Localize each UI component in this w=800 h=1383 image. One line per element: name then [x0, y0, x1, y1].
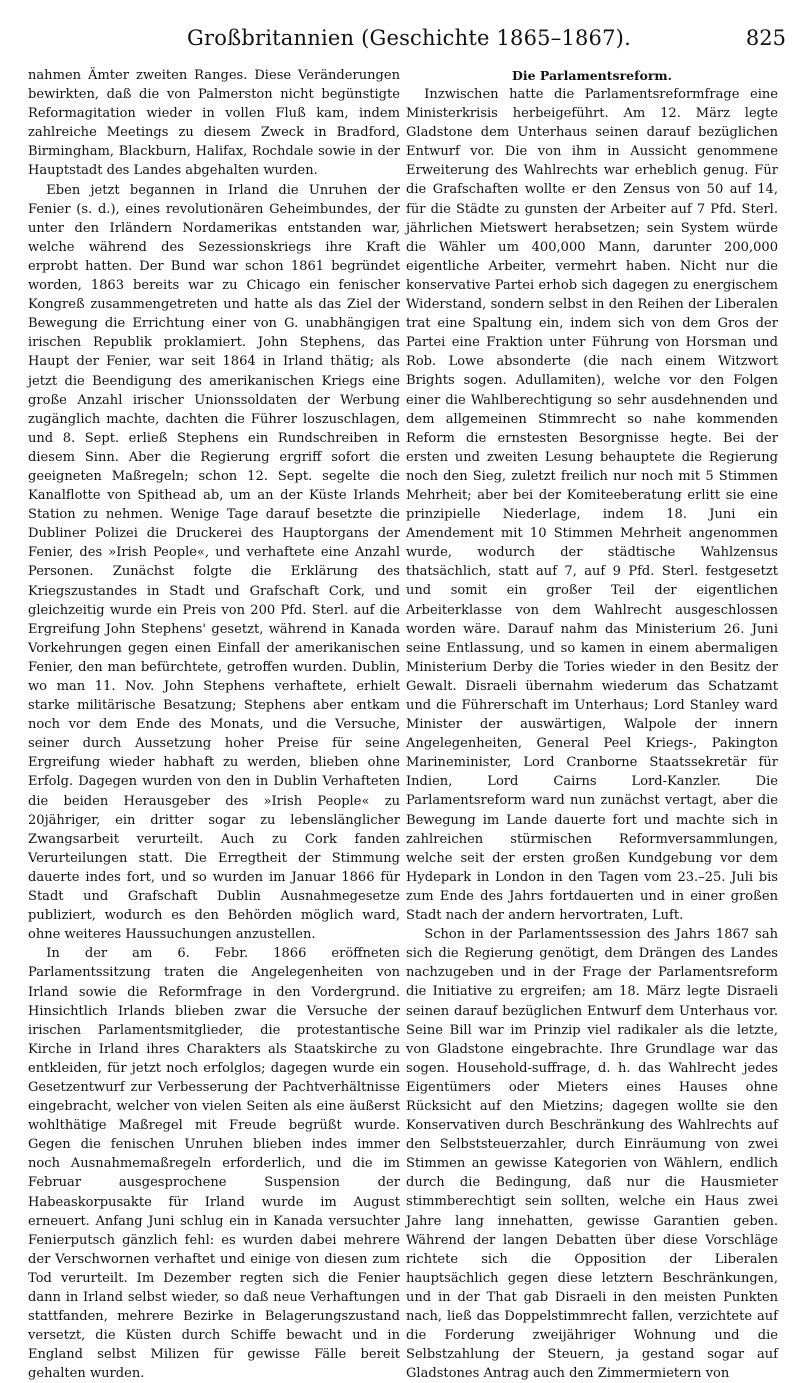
- paragraph-fenier: Eben jetzt begannen in Irland die Unruhen der Fenier (s. d.), eines revolutionären Geheimbundes, der unter den Irländern Nordamerikas entstanden war, welche während des Sezessionskriegs ihre Kraft erprobt hatten. Der Bund war schon 1861 begründet worden, 1863 bereits war zu Chicago ein fenischer Kongreß zusammengetreten und hatte als das Ziel der Bewegung die Errichtung einer von G. unabhängigen irischen Republik proklamiert. John Stephens, das Haupt der Fenier, war seit 1864 in Irland thätig; als jetzt die Beendigung des amerikanischen Kriegs eine große Anzahl irischer Unionssoldaten der Werbung zugänglich machte, dachten die Führer loszuschlagen, und 8. Sept. erließ Stephens ein Rundschreiben in diesem Sinn. Aber die Regierung ergriff sofort die geeigneten Maßregeln; schon 12. Sept. segelte die Kanalflotte von Spithead ab, um an der Küste Irlands Station zu nehmen. Wenige Tage darauf besetzte die Dubliner Polizei die Druckerei des Hauptorgans der Fenier, des »Irish People«, und verhaftete eine Anzahl Personen. Zunächst folgte die Erklärung des Kriegszustandes in Stadt und Grafschaft Cork, und gleichzeitig wurde ein Preis von 200 Pfd. Sterl. auf die Ergreifung John Stephens' gesetzt, während in Kanada Vorkehrungen gegen einen Einfall der amerikanischen Fenier, den man befürchtete, getroffen wurden. Dublin, wo man 11. Nov. John Stephens verhaftete, erhielt starke militärische Besatzung; Stephens aber entkam noch vor dem Ende des Monats, und die Versuche, seiner durch Aussetzung hoher Preise für seine Ergreifung wieder habhaft zu werden, blieben ohne Erfolg. Dagegen wurden von den in Dublin Verhafteten die beiden Herausgeber des »Irish People« zu 20jähriger, ein dritter sogar zu lebenslänglicher Zwangsarbeit verurteilt. Auch zu Cork fanden Verurteilungen statt. Die Erregtheit der Stimmung dauerte indes fort, und so wurden im Januar 1866 für Stadt und Grafschaft Dublin Ausnahmegesetze publiziert, wodurch es den Behörden möglich ward, ohne weiteres Haussuchungen anzustellen.: [28, 182, 400, 943]
- paragraph-session-1867: Schon in der Parlamentssession des Jahrs 1867 sah sich die Regierung genötigt, dem Drängen des Landes nachzugeben und in der Frage der Parlamentsreform die Initiative zu ergreifen; am 18. März legte Disraeli seinen darauf bezüglichen Entwurf dem Unterhaus vor. Seine Bill war im Prinzip viel radikaler als die letzte, von Gladstone eingebrachte. Ihre Grundlage war das sogen. Household-suffrage, d. h. das Wahlrecht jedes Eigentümers oder Mieters eines Hauses ohne Rücksicht auf den Mietzins; dagegen wollte sie den Konservativen durch Beschränkung des Wahlrechts auf den Selbststeuerzahler, durch Einräumung von zwei Stimmen an gewisse Kategorien von Wählern, endlich durch die Bedingung, daß nur die Hausmieter stimmberechtigt sein sollten, welche ein Haus zwei Jahre lang innehatten, gewisse Garantien geben. Während der langen Debatten über diese Vorschläge richtete sich die Opposition der Liberalen hauptsächlich gegen diese letztern Beschränkungen, und in der That gab Disraeli in den meisten Punkten nach, ließ das Doppelstimmrecht fallen, verzichtete auf die Forderung zweijähriger Wohnung und die Selbstzahlung der Steuern, ja gestand sogar auf Gladstones Antrag auch den Zimmermietern von: [406, 927, 778, 1382]
- section-heading: Die Parlamentsreform.: [512, 68, 672, 83]
- right-column: [406, 66, 778, 1383]
- page-number: 825: [745, 26, 786, 50]
- paragraph-continuation: nahmen Ämter zweiten Ranges. Diese Veränderungen bewirkten, daß die von Palmerston nicht begünstigte Reformagitation wieder in vollen Fluß kam, indem zahlreiche Meetings zu diesem Zweck in Bradford, Birmingham, Blackburn, Halifax, Rochdale sowie in der Hauptstadt des Landes abgehalten wurden.: [28, 68, 400, 179]
- paragraph-parliament-1866: In der am 6. Febr. 1866 eröffneten Parlamentssitzung traten die Angelegenheiten von Irland sowie die Reformfrage in den Vordergrund. Hinsichtlich Irlands blieben zwar die Versuche der irischen Parlamentsmitglieder, die protestantische Kirche in Irland ihres Charakters als Staatskirche zu entkleiden, für jetzt noch erfolglos; dagegen wurde ein Gesetzentwurf zur Verbesserung der Pachtverhältnisse eingebracht, welcher von vielen Seiten als eine äußerst wohlthätige Maßregel mit Freude begrüßt wurde. Gegen die fenischen Unruhen blieben indes immer noch Ausnahmemaßregeln erforderlich, und die im Februar ausgesprochene Suspension der Habeaskorpusakte für Irland wurde im August erneuert. Anfang Juni schlug ein in Kanada versuchter Fenierputsch gänzlich fehl: es wurden dabei mehrere der Verschwornen verhaftet und einige von diesen zum Tod verurteilt. Im Dezember regten sich die Fenier dann in Irland selbst wieder, so daß neue Verhaftungen stattfanden, mehrere Bezirke in Belagerungszustand versetzt, die Küsten durch Schiffe bewacht und in England selbst Milizen für gewisse Fälle bereit gehalten wurden.: [28, 946, 400, 1382]
- running-header: [32, 26, 786, 56]
- left-column: [28, 66, 400, 1383]
- paragraph-reform-crisis: Inzwischen hatte die Parlamentsreformfrage eine Ministerkrisis herbeigeführt. Am 12. März legte Gladstone dem Unterhaus seinen darauf bezüglichen Entwurf vor. Die von ihm in Aussicht genommene Erweiterung des Wahlrechts war erheblich genug. Für die Grafschaften wollte er den Zensus von 50 auf 14, für die Städte zu gunsten der Arbeiter auf 7 Pfd. Sterl. jährlichen Mietswert herabsetzen; sein System würde die Wähler um 400,000 Mann, darunter 200,000 eigentliche Arbeiter, vermehrt haben. Nicht nur die konservative Partei erhob sich dagegen zu energischem Widerstand, sondern selbst in den Reihen der Liberalen trat eine Spaltung ein, indem sich von dem Gros der Partei eine Fraktion unter Führung von Horsman und Rob. Lowe absonderte (die nach einem Witzwort Brights sogen. Adullamiten), welche vor den Folgen einer die Wahlberechtigung so sehr ausdehnenden und dem allgemeinen Stimmrecht so nahe kommenden Reform die ernstesten Besorgnisse hegte. Bei der ersten und zweiten Lesung behauptete die Regierung noch den Sieg, zuletzt freilich nur noch mit 5 Stimmen Mehrheit; aber bei der Komiteeberatung erlitt sie eine prinzipielle Niederlage, indem 18. Juni ein Amendement mit 10 Stimmen Mehrheit angenommen wurde, wodurch der städtische Wahlzensus thatsächlich, statt auf 7, auf 9 Pfd. Sterl. festgesetzt und somit ein großer Teil der eigentlichen Arbeiterklasse von dem Wahlrecht ausgeschlossen worden wäre. Darauf nahm das Ministerium 26. Juni seine Entlassung, und so kamen in einem abermaligen Ministerium Derby die Tories wieder in den Besitz der Gewalt. Disraeli übernahm wiederum das Schatzamt und die Führerschaft im Unterhaus; Lord Stanley ward Minister der auswärtigen, Walpole der innern Angelegenheiten, General Peel Kriegs-, Pakington Marineminister, Lord Cranborne Staatssekretär für Indien, Lord Cairns Lord-Kanzler. Die Parlamentsreform ward nun zunächst vertagt, aber die Bewegung im Lande dauerte fort und machte sich in zahlreichen stürmischen Reformversammlungen, welche seit der ersten großen Kundgebung vor dem Hydepark in London in den Tagen vom 23.–25. Juli bis zum Ende des Jahrs fortdauerten und in einer großen Stadt nach der andern hervortraten, Luft.: [406, 87, 778, 924]
- page-title: Großbritannien (Geschichte 1865–1867).: [187, 26, 631, 50]
